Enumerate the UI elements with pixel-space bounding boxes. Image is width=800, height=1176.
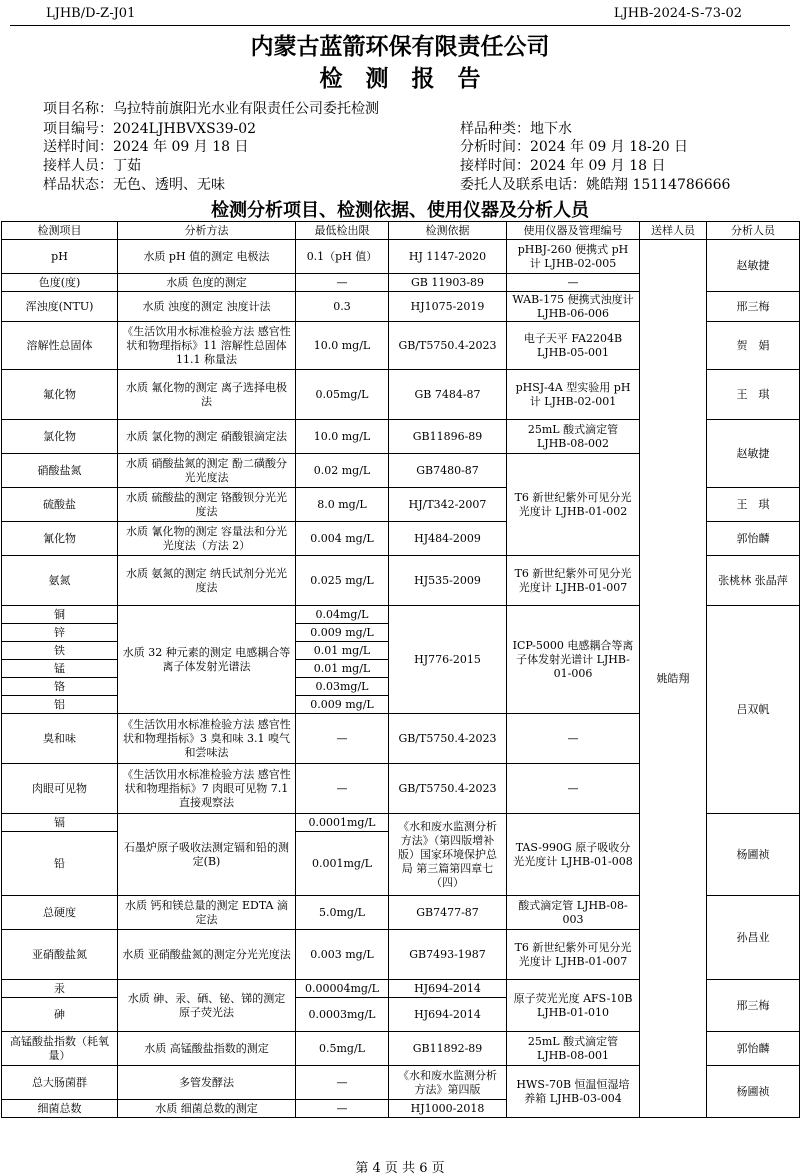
item-cell: 氨氮	[2, 556, 118, 606]
receiver: 接样人员：丁茹	[43, 158, 141, 174]
instrument-cell: T6 新世纪紫外可见分光光度计 LJHB-01-007	[507, 556, 640, 606]
instrument-cell: TAS-990G 原子吸收分光光度计 LJHB-01-008	[507, 814, 640, 896]
limit-cell: 0.004 mg/L	[296, 522, 389, 556]
analyst-cell: 郭怡麟	[707, 1032, 800, 1066]
method-cell: 水质 浊度的测定 浊度计法	[118, 292, 296, 322]
item-cell: 溶解性总固体	[2, 322, 118, 370]
method-cell: 《生活饮用水标准检验方法 感官性状和物理指标》7 肉眼可见物 7.1 直接观察法	[118, 764, 296, 814]
limit-cell: 0.05mg/L	[296, 370, 389, 420]
item-cell: 肉眼可见物	[2, 764, 118, 814]
item-cell: 铬	[2, 678, 118, 696]
doc-code-left: LJHB/D-Z-J01	[46, 6, 136, 21]
instrument-cell: T6 新世纪紫外可见分光光度计 LJHB-01-007	[507, 930, 640, 980]
item-cell: 铁	[2, 642, 118, 660]
standard-cell: GB/T5750.4-2023	[389, 764, 507, 814]
client-contact: 委托人及联系电话：姚皓翔 15114786666	[460, 177, 731, 193]
standard-cell: 《水和废水监测分析方法》第四版	[389, 1066, 507, 1100]
instrument-cell: HWS-70B 恒温恒湿培养箱 LJHB-03-004	[507, 1066, 640, 1118]
item-cell: 总硬度	[2, 896, 118, 930]
col-header: 使用仪器及管理编号	[507, 222, 640, 240]
limit-cell: 0.0001mg/L	[296, 814, 389, 832]
limit-cell: 0.009 mg/L	[296, 624, 389, 642]
instrument-cell: —	[507, 714, 640, 764]
analyst-cell: 邢三梅	[707, 980, 800, 1032]
limit-cell: —	[296, 274, 389, 292]
limit-cell: 0.02 mg/L	[296, 454, 389, 488]
method-cell: 水质 氟化物的测定 离子选择电极法	[118, 370, 296, 420]
item-cell: 浑浊度(NTU)	[2, 292, 118, 322]
method-cell: 水质 高锰酸盐指数的测定	[118, 1032, 296, 1066]
item-cell: 臭和味	[2, 714, 118, 764]
limit-cell: 0.009 mg/L	[296, 696, 389, 714]
project-name: 项目名称：乌拉特前旗阳光水业有限责任公司委托检测	[43, 101, 379, 117]
limit-cell: 0.00004mg/L	[296, 980, 389, 998]
analyst-cell: 贺 娟	[707, 322, 800, 370]
instrument-cell: 25mL 酸式滴定管 LJHB-08-002	[507, 420, 640, 454]
method-cell: 水质 亚硝酸盐氮的测定分光光度法	[118, 930, 296, 980]
limit-cell: 0.003 mg/L	[296, 930, 389, 980]
item-cell: 总大肠菌群	[2, 1066, 118, 1100]
analyst-cell: 孙昌业	[707, 896, 800, 980]
analyst-cell: 赵敏捷	[707, 240, 800, 292]
item-cell: 氟化物	[2, 370, 118, 420]
method-cell: 水质 32 种元素的测定 电感耦合等离子体发射光谱法	[118, 606, 296, 714]
item-cell: 氯化物	[2, 420, 118, 454]
section-title: 检测分析项目、检测依据、使用仪器及分析人员	[211, 200, 589, 221]
method-cell: 《生活饮用水标准检验方法 感官性状和物理指标》11 溶解性总固体 11.1 称量法	[118, 322, 296, 370]
sample-state: 样品状态：无色、透明、无味	[43, 177, 225, 193]
limit-cell: —	[296, 1066, 389, 1100]
limit-cell: 0.001mg/L	[296, 832, 389, 896]
limit-cell: 8.0 mg/L	[296, 488, 389, 522]
item-cell: 锰	[2, 660, 118, 678]
instrument-cell: ICP-5000 电感耦合等离子体发射光谱计 LJHB-01-006	[507, 606, 640, 714]
item-cell: 铝	[2, 696, 118, 714]
limit-cell: 0.5mg/L	[296, 1032, 389, 1066]
instrument-cell: 酸式滴定管 LJHB-08-003	[507, 896, 640, 930]
standard-cell: GB/T5750.4-2023	[389, 714, 507, 764]
method-cell: 水质 pH 值的测定 电极法	[118, 240, 296, 274]
sampler-cell: 姚皓翔	[640, 240, 707, 1118]
instrument-cell: —	[507, 764, 640, 814]
limit-cell: 0.0003mg/L	[296, 998, 389, 1032]
limit-cell: 0.04mg/L	[296, 606, 389, 624]
sample-type: 样品种类：地下水	[460, 121, 572, 137]
item-cell: 色度(度)	[2, 274, 118, 292]
item-cell: pH	[2, 240, 118, 274]
limit-cell: 0.025 mg/L	[296, 556, 389, 606]
instrument-cell: WAB-175 便携式浊度计 LJHB-06-006	[507, 292, 640, 322]
doc-code-right: LJHB-2024-S-73-02	[613, 6, 742, 21]
instrument-cell: pHSJ-4A 型实验用 pH 计 LJHB-02-001	[507, 370, 640, 420]
method-cell: 水质 氨氮的测定 纳氏试剂分光光度法	[118, 556, 296, 606]
standard-cell: GB11892-89	[389, 1032, 507, 1066]
instrument-cell: pHBJ-260 便携式 pH 计 LJHB-02-005	[507, 240, 640, 274]
analyst-cell: 郭怡麟	[707, 522, 800, 556]
method-cell: 水质 细菌总数的测定	[118, 1100, 296, 1118]
analyst-cell: 王 琪	[707, 370, 800, 420]
method-cell: 多管发酵法	[118, 1066, 296, 1100]
analyst-cell: 杨圃祯	[707, 814, 800, 896]
standard-cell: GB 11903-89	[389, 274, 507, 292]
analyst-cell: 邢三梅	[707, 292, 800, 322]
standard-cell: GB7493-1987	[389, 930, 507, 980]
standard-cell: HJ/T342-2007	[389, 488, 507, 522]
col-header: 分析人员	[707, 222, 800, 240]
item-cell: 细菌总数	[2, 1100, 118, 1118]
limit-cell: 0.03mg/L	[296, 678, 389, 696]
item-cell: 铜	[2, 606, 118, 624]
limit-cell: 0.1（pH 值）	[296, 240, 389, 274]
limit-cell: 0.3	[296, 292, 389, 322]
method-cell: 水质 硝酸盐氮的测定 酚二磺酸分光光度法	[118, 454, 296, 488]
method-cell: 水质 氰化物的测定 容量法和分光光度法（方法 2）	[118, 522, 296, 556]
standard-cell: 《水和废水监测分析方法》（第四版增补版）国家环境保护总局 第三篇第四章七（四）	[389, 814, 507, 896]
method-cell: 水质 氯化物的测定 硝酸银滴定法	[118, 420, 296, 454]
standard-cell: HJ776-2015	[389, 606, 507, 714]
item-cell: 硫酸盐	[2, 488, 118, 522]
col-header: 分析方法	[118, 222, 296, 240]
item-cell: 铅	[2, 832, 118, 896]
send-time: 送样时间：2024 年 09 月 18 日	[43, 139, 249, 155]
instrument-cell: 原子荧光光度 AFS-10B LJHB-01-010	[507, 980, 640, 1032]
project-no: 项目编号：2024LJHBVXS39-02	[43, 121, 257, 137]
instrument-cell: —	[507, 274, 640, 292]
analyst-cell: 赵敏捷	[707, 420, 800, 488]
col-header: 检测项目	[2, 222, 118, 240]
item-cell: 砷	[2, 998, 118, 1032]
item-cell: 高锰酸盐指数（耗氧量）	[2, 1032, 118, 1066]
method-cell: 《生活饮用水标准检验方法 感官性状和物理指标》3 臭和味 3.1 嗅气和尝味法	[118, 714, 296, 764]
limit-cell: 10.0 mg/L	[296, 322, 389, 370]
analyst-cell: 张桃林 张晶萍	[707, 556, 800, 606]
item-cell: 锌	[2, 624, 118, 642]
limit-cell: 10.0 mg/L	[296, 420, 389, 454]
standard-cell: HJ694-2014	[389, 998, 507, 1032]
report-title: 检 测 报 告	[319, 65, 481, 92]
limit-cell: 0.01 mg/L	[296, 642, 389, 660]
analyst-cell: 吕双帆	[707, 606, 800, 814]
standard-cell: GB7480-87	[389, 454, 507, 488]
method-cell: 石墨炉原子吸收法测定镉和铅的测定(B)	[118, 814, 296, 896]
table-row	[2, 240, 800, 274]
standard-cell: HJ1075-2019	[389, 292, 507, 322]
item-cell: 氰化物	[2, 522, 118, 556]
col-header: 送样人员	[640, 222, 707, 240]
standard-cell: GB11896-89	[389, 420, 507, 454]
item-cell: 镉	[2, 814, 118, 832]
item-cell: 亚硝酸盐氮	[2, 930, 118, 980]
instrument-cell: T6 新世纪紫外可见分光光度计 LJHB-01-002	[507, 454, 640, 556]
standard-cell: GB/T5750.4-2023	[389, 322, 507, 370]
standard-cell: GB7477-87	[389, 896, 507, 930]
header-rule	[10, 25, 790, 26]
standard-cell: HJ694-2014	[389, 980, 507, 998]
item-cell: 汞	[2, 980, 118, 998]
col-header: 检测依据	[389, 222, 507, 240]
method-cell: 水质 色度的测定	[118, 274, 296, 292]
analysis-time: 分析时间：2024 年 09 月 18-20 日	[460, 139, 689, 155]
analyst-cell: 王 琪	[707, 488, 800, 522]
col-header: 最低检出限	[296, 222, 389, 240]
analyst-cell: 杨圃祯	[707, 1066, 800, 1118]
limit-cell: 0.01 mg/L	[296, 660, 389, 678]
limit-cell: —	[296, 764, 389, 814]
method-cell: 水质 钙和镁总量的测定 EDTA 滴定法	[118, 896, 296, 930]
instrument-cell: 25mL 酸式滴定管 LJHB-08-001	[507, 1032, 640, 1066]
receive-time: 接样时间：2024 年 09 月 18 日	[460, 158, 666, 174]
analysis-table	[1, 221, 800, 1118]
standard-cell: HJ 1147-2020	[389, 240, 507, 274]
limit-cell: —	[296, 1100, 389, 1118]
method-cell: 水质 砷、汞、硒、铋、锑的测定 原子荧光法	[118, 980, 296, 1032]
standard-cell: HJ535-2009	[389, 556, 507, 606]
method-cell: 水质 硫酸盐的测定 铬酸钡分光光度法	[118, 488, 296, 522]
item-cell: 硝酸盐氮	[2, 454, 118, 488]
limit-cell: 5.0mg/L	[296, 896, 389, 930]
company-name: 内蒙古蓝箭环保有限责任公司	[250, 33, 550, 60]
limit-cell: —	[296, 714, 389, 764]
page-number: 第 4 页 共 6 页	[355, 1161, 445, 1176]
standard-cell: GB 7484-87	[389, 370, 507, 420]
instrument-cell: 电子天平 FA2204B LJHB-05-001	[507, 322, 640, 370]
standard-cell: HJ484-2009	[389, 522, 507, 556]
table-header-row	[2, 222, 800, 240]
standard-cell: HJ1000-2018	[389, 1100, 507, 1118]
